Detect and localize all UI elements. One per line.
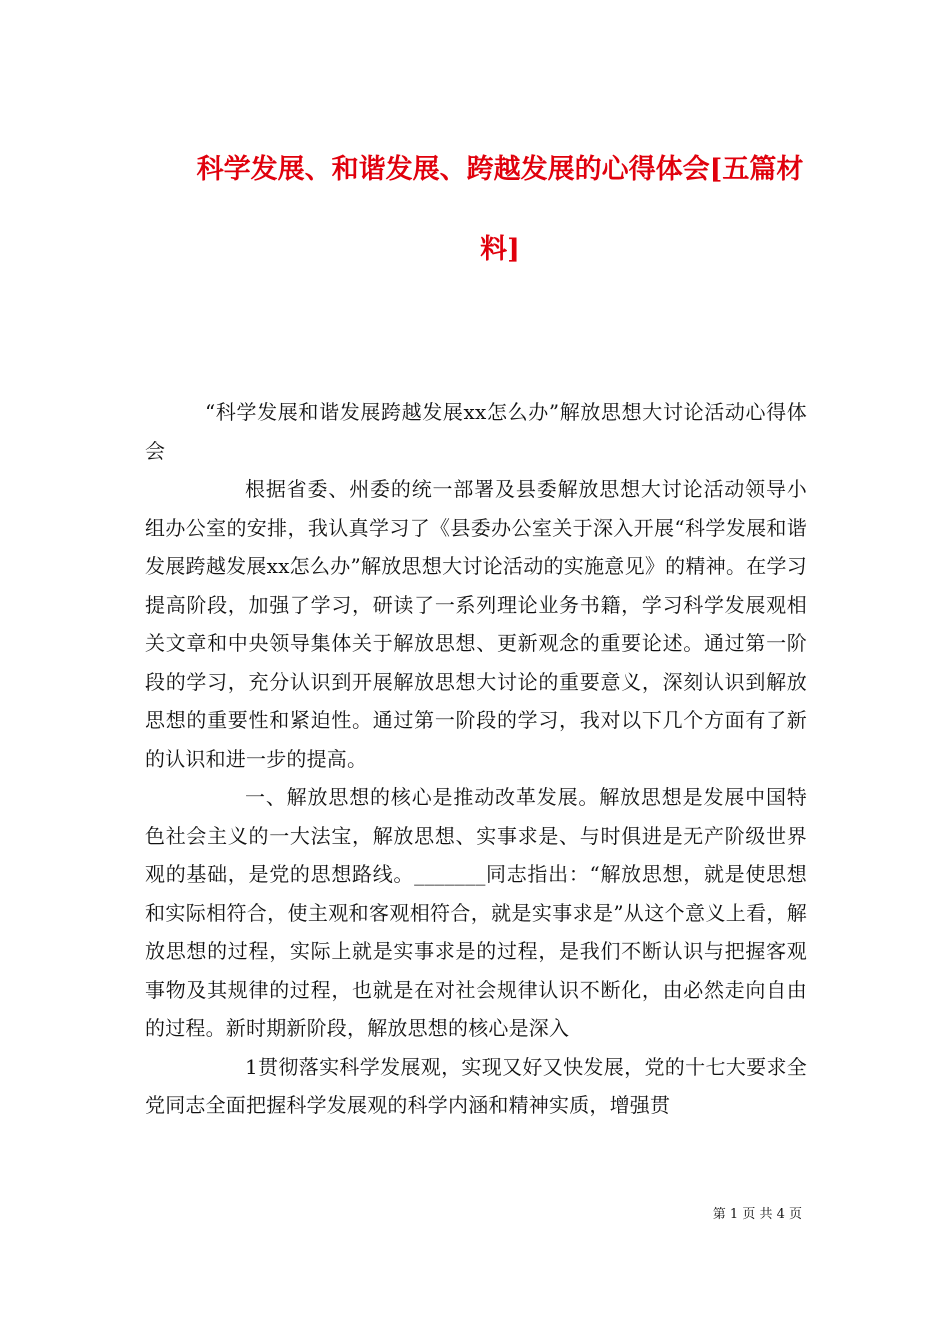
page-number-footer (713, 1206, 802, 1224)
document-body (145, 393, 807, 1125)
page-number-label: 第 1 页 共 4 页 (712, 1207, 802, 1222)
paragraph-point-one: 1贯彻落实科学发展观，实现又好又快发展，党的十七大要求全党同志全面把握科学发展观的科学内涵和精神实质，增强贯 (145, 1054, 807, 1117)
paragraph-intro: 根据省委、州委的统一部署及县委解放思想大讨论活动领导小组办公室的安排，我认真学习了《县委办公室关于深入开展“科学发展和谐发展跨越发展xx怎么办”解放思想大讨论活动的实施意见》的精神。在学习提高阶段，加强了学习，研读了一系列理论业务书籍，学习科学发展观相关文章和中央领导集体关于解放思想、更新观念的重要论述。通过第一阶段的学习，充分认识到开展解放思想大讨论的重要意义，深刻认识到解放思想的重要性和紧迫性。通过第一阶段的学习，我对以下几个方面有了新的认识和进一步的提高。 (145, 477, 807, 771)
paragraph-subtitle: “科学发展和谐发展跨越发展xx怎么办”解放思想大讨论活动心得体会 (145, 400, 807, 463)
paragraph-section-one: 一、解放思想的核心是推动改革发展。解放思想是发展中国特色社会主义的一大法宝，解放思想、实事求是、与时俱进是无产阶级世界观的基础，是党的思想路线。_______同志指出：“解放思想，就是使思想和实际相符合，使主观和客观相符合，就是实事求是”从这个意义上看，解放思想的过程，实际上就是实事求是的过程，是我们不断认识与把握客观事物及其规律的过程，也就是在对社会规律认识不断化，由必然走向自由的过程。新时期新阶段，解放思想的核心是深入 (145, 785, 807, 1040)
document-title: 科学发展、和谐发展、跨越发展的心得体会[五篇材料] (196, 154, 804, 265)
